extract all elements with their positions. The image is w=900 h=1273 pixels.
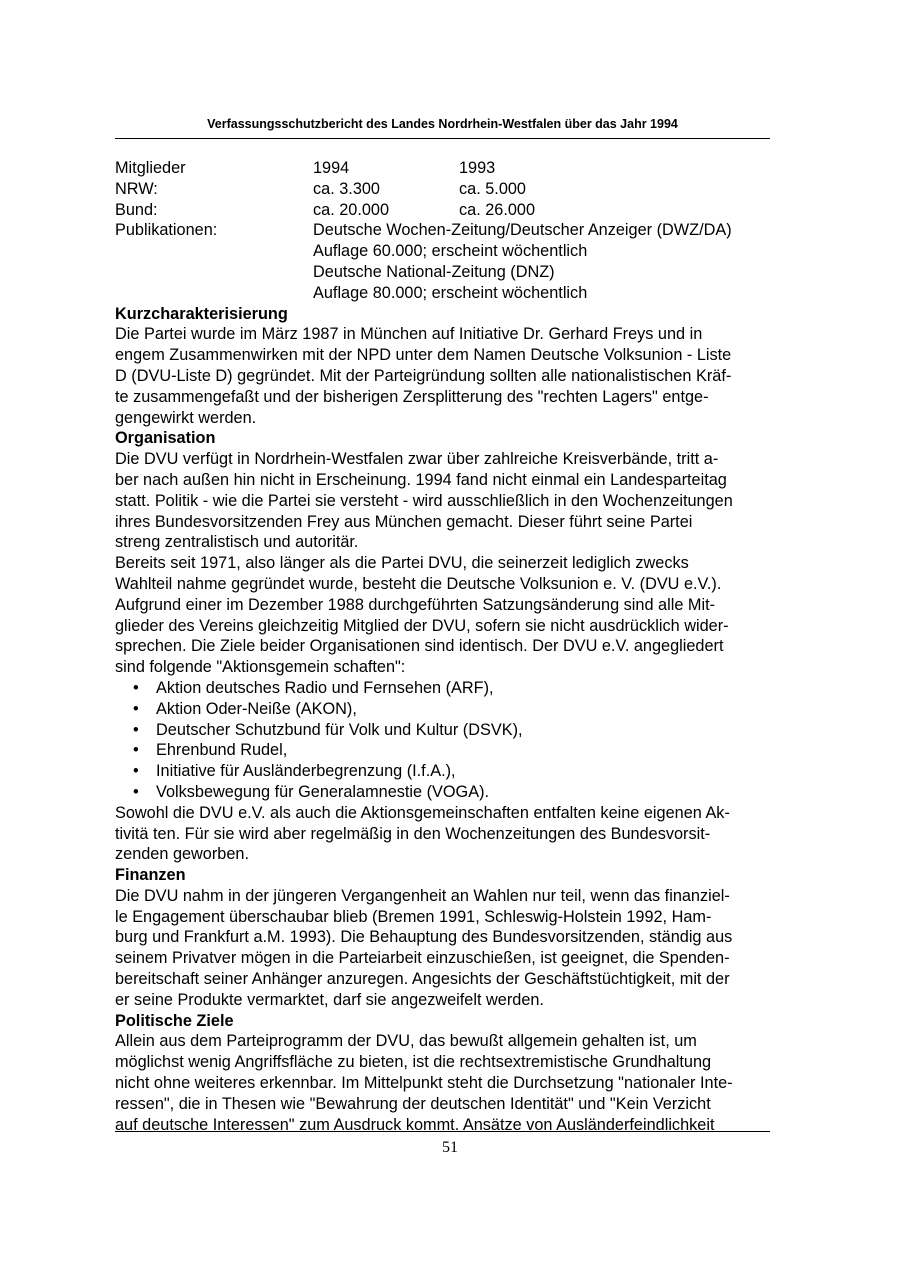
running-header: Verfassungsschutzbericht des Landes Nordrhein-Westfalen über das Jahr 1994 [207,117,678,131]
text-line: sind folgende "Aktionsgemein schaften": [115,658,406,677]
bullet-icon: • [133,762,139,781]
section-heading: Organisation [115,429,216,448]
text-line: D (DVU-Liste D) gegründet. Mit der Parteigründung sollten alle nationalistischen Kräf- [115,366,732,385]
section-kurzcharakterisierung [115,304,795,429]
text-line: zenden geworben. [115,845,249,864]
publications-row [115,241,795,262]
text-line: Die Partei wurde im März 1987 in München auf Initiative Dr. Gerhard Freys und in [115,325,703,344]
text-line: Allein aus dem Parteiprogramm der DVU, das bewußt allgemein gehalten ist, um [115,1032,697,1051]
publication-line: Deutsche National-Zeitung (DNZ) [313,262,555,281]
text-line: glieder des Vereins gleichzeitig Mitglied der DVU, sofern sie nicht ausdrücklich wider- [115,616,729,635]
text-line: sprechen. Die Ziele beider Organisationen sind identisch. Der DVU e.V. angegliedert [115,637,724,656]
text-line: seinem Privatver mögen in die Parteiarbeit einzuschießen, ist geeignet, die Spenden- [115,949,730,968]
list-item [115,761,795,782]
text-line: Aufgrund einer im Dezember 1988 durchgeführten Satzungsänderung sind alle Mit- [115,595,716,614]
text-line: ihres Bundesvorsitzenden Frey aus München gemacht. Dieser führt seine Partei [115,512,693,531]
row-label: NRW: [115,179,158,198]
text-line: möglichst wenig Angriffsfläche zu bieten, ist die rechtsextremistische Grundhaltung [115,1053,712,1072]
list-item [115,699,795,720]
text-line: Sowohl die DVU e.V. als auch die Aktionsgemeinschaften entfalten keine eigenen Ak- [115,803,730,822]
value-1993: ca. 26.000 [459,200,536,219]
text-line: bereitschaft seiner Anhänger anzuregen. Angesichts der Geschäftstüchtigkeit, mit der [115,970,730,989]
table-row [115,179,795,200]
list-item [115,720,795,741]
bullet-icon: • [133,699,139,718]
row-label: Bund: [115,200,158,219]
aktionsgemeinschaften-list [115,678,795,803]
text-line: streng zentralistisch und autoritär. [115,533,359,552]
text-line: Die DVU nahm in der jüngeren Vergangenheit an Wahlen nur teil, wenn das finanziel- [115,886,730,905]
publications-row [115,220,795,241]
value-1994: ca. 20.000 [313,200,390,219]
text-line: burg und Frankfurt a.M. 1993). Die Behauptung des Bundesvorsitzenden, ständig aus [115,928,733,947]
text-line: Wahlteil nahme gegründet wurde, besteht die Deutsche Volksunion e. V. (DVU e.V.). [115,574,722,593]
value-1994: 1994 [313,159,350,177]
publication-line: Deutsche Wochen-Zeitung/Deutscher Anzeiger (DWZ/DA) [313,221,732,240]
text-line: gengewirkt werden. [115,408,257,427]
header-rule [115,138,770,139]
value-1993: ca. 5.000 [459,179,526,198]
footer-rule [115,1131,770,1132]
text-line: tivitä ten. Für sie wird aber regelmäßig in den Wochenzeitungen des Bundesvorsit- [115,824,711,843]
list-item-text: Aktion deutsches Radio und Fernsehen (ARF), [156,678,494,697]
text-line: Bereits seit 1971, also länger als die Partei DVU, die seinerzeit lediglich zwecks [115,554,689,573]
bullet-icon: • [133,720,139,739]
publications-row [115,283,795,304]
text-line: Die DVU verfügt in Nordrhein-Westfalen zwar über zahlreiche Kreisverbände, tritt a- [115,450,719,469]
list-item [115,678,795,699]
section-organisation [115,428,795,865]
text-line: le Engagement überschaubar blieb (Bremen 1991, Schleswig-Holstein 1992, Ham- [115,907,712,926]
section-finanzen [115,865,795,1011]
bullet-icon: • [133,782,139,801]
list-item-text: Ehrenbund Rudel, [156,741,288,760]
text-line: engem Zusammenwirken mit der NPD unter dem Namen Deutsche Volksunion - Liste [115,346,732,365]
membership-table [115,158,795,304]
section-politische-ziele [115,1011,795,1136]
table-row [115,200,795,221]
publication-line: Auflage 80.000; erscheint wöchentlich [313,283,588,302]
list-item-text: Volksbewegung für Generalamnestie (VOGA). [156,782,490,801]
list-item-text: Aktion Oder-Neiße (AKON), [156,699,357,718]
text-line: ber nach außen hin nicht in Erscheinung. 1994 fand nicht einmal ein Landesparteitag [115,470,727,489]
text-line: nicht ohne weiteres erkennbar. Im Mittelpunkt steht die Durchsetzung "nationaler Inte- [115,1074,733,1093]
text-line: statt. Politik - wie die Partei sie versteht - wird ausschließlich in den Wochenzeitungen [115,491,733,510]
bullet-icon: • [133,678,139,697]
text-line: auf deutsche Interessen" zum Ausdruck kommt. Ansätze von Ausländerfeindlichkeit [115,1115,715,1134]
section-heading: Finanzen [115,866,186,885]
value-1994: ca. 3.300 [313,179,380,198]
list-item-text: Deutscher Schutzbund für Volk und Kultur (DSVK), [156,720,523,739]
list-item [115,782,795,803]
list-item [115,740,795,761]
value-1993: 1993 [459,159,496,177]
table-row [115,158,795,179]
text-line: te zusammengefaßt und der bisherigen Zersplitterung des "rechten Lagers" entge- [115,387,709,406]
row-label: Mitglieder [115,159,186,177]
text-line: ressen", die in Thesen wie "Bewahrung der deutschen Identität" und "Kein Verzicht [115,1094,711,1113]
publications-label: Publikationen: [115,221,218,240]
list-item-text: Initiative für Ausländerbegrenzung (I.f.A.), [156,762,456,781]
section-heading: Politische Ziele [115,1011,234,1030]
publication-line: Auflage 60.000; erscheint wöchentlich [313,242,588,261]
section-heading: Kurzcharakterisierung [115,304,288,323]
page-number: 51 [442,1139,458,1156]
page-body [115,158,795,1135]
publications-row [115,262,795,283]
bullet-icon: • [133,741,139,760]
text-line: er seine Produkte vermarktet, darf sie angezweifelt werden. [115,990,544,1009]
